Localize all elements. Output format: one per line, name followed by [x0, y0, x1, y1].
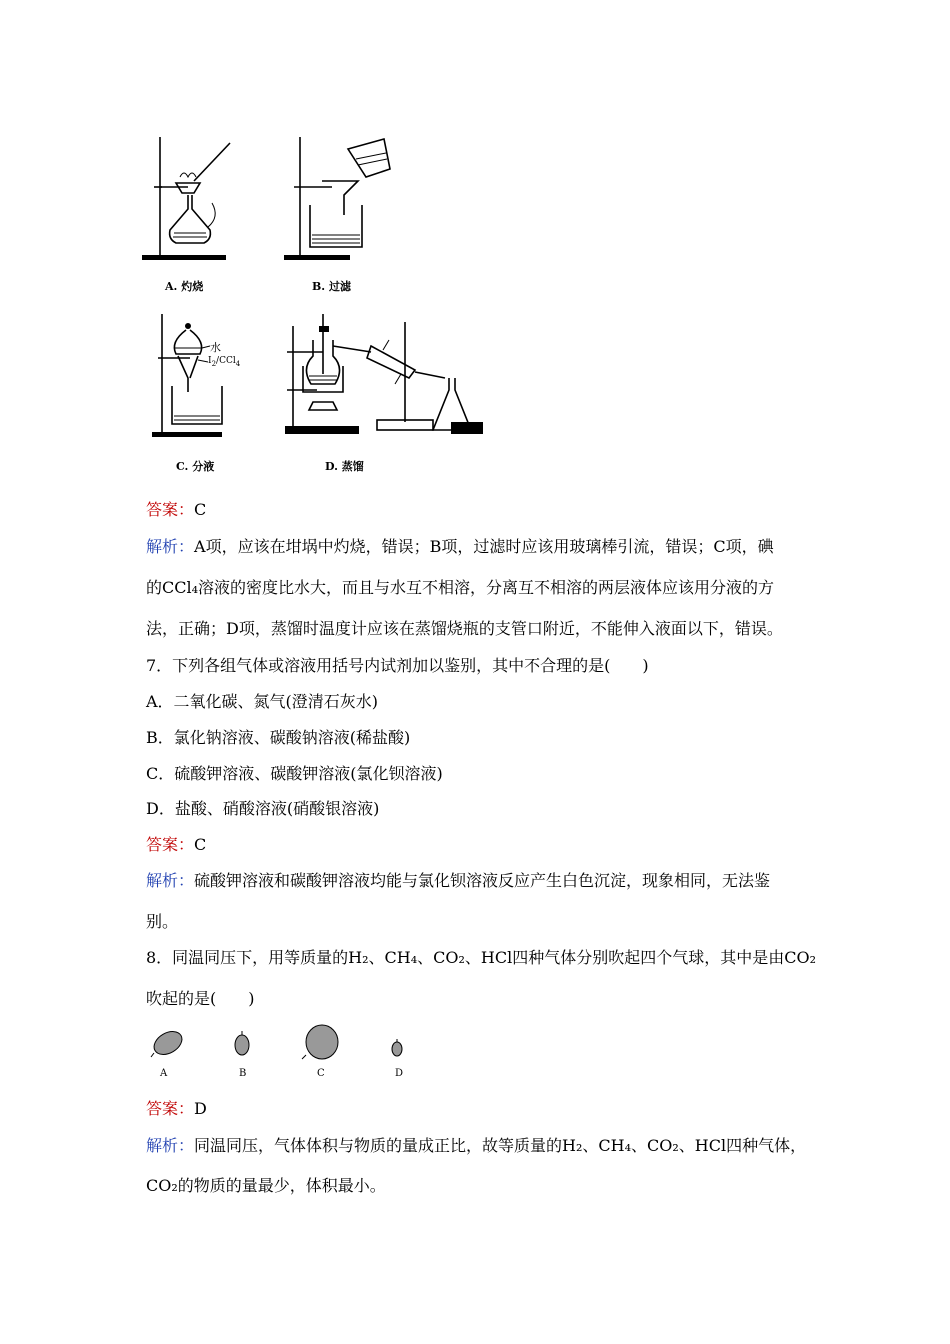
- q8-answer-line: [146, 1099, 207, 1119]
- balloon-c: [302, 1025, 338, 1059]
- label-i2: I: [208, 356, 212, 366]
- q8-stem-line-2: 吹起的是( ): [146, 989, 255, 1008]
- q7-analysis-line-2: 别。: [146, 912, 179, 931]
- q7-analysis-label: 解析：: [146, 871, 195, 890]
- q6-answer-label: 答案：: [146, 500, 195, 519]
- q7-stem: 7．下列各组气体或溶液用括号内试剂加以鉴别，其中不合理的是( ): [146, 656, 649, 675]
- q8-analysis-label: 解析：: [146, 1136, 195, 1155]
- apparatus-d-distillation: [283, 312, 493, 442]
- balloon-label-a: A: [160, 1068, 168, 1079]
- balloon-d: [392, 1039, 402, 1056]
- caption-c: C. 分液: [176, 460, 215, 473]
- caption-a: A. 灼烧: [165, 280, 204, 293]
- apparatus-c-separation: [150, 312, 240, 442]
- q6-answer: C: [194, 500, 207, 519]
- q7-answer: C: [194, 835, 207, 854]
- caption-b: B. 过滤: [312, 280, 351, 293]
- apparatus-a-ignition: [140, 135, 230, 265]
- q7-option-a: A．二氧化碳、氮气(澄清石灰水): [146, 692, 379, 711]
- label-water: 水: [210, 341, 221, 354]
- balloon-label-d: D: [395, 1068, 404, 1079]
- q8-analysis-line-1: [146, 1136, 806, 1156]
- balloon-b: [235, 1031, 249, 1055]
- q7-option-c: C．硫酸钾溶液、碳酸钾溶液(氯化钡溶液): [146, 764, 443, 783]
- apparatus-b-filtration: [282, 135, 392, 265]
- q7-analysis-text-1: 硫酸钾溶液和碳酸钾溶液均能与氯化钡溶液反应产生白色沉淀，现象相同，无法鉴: [194, 871, 771, 890]
- label-i2-ccl4: [208, 356, 240, 366]
- q7-analysis-line-1: [146, 871, 770, 891]
- balloon-label-b: B: [239, 1068, 247, 1079]
- q6-analysis-line-3: 法，正确；D项，蒸馏时温度计应该在蒸馏烧瓶的支管口附近，不能伸入液面以下，错误。: [146, 619, 783, 638]
- q8-analysis-line-2: CO₂的物质的量最少，体积最小。: [146, 1176, 386, 1195]
- q6-analysis-text-1: A项，应该在坩埚中灼烧，错误；B项，过滤时应该用玻璃棒引流，错误；C项，碘: [194, 537, 774, 556]
- label-ccl-sub: 4: [235, 360, 241, 368]
- caption-d: D. 蒸馏: [325, 460, 364, 473]
- q6-answer-line: [146, 500, 206, 520]
- q6-analysis-line-1: [146, 537, 774, 557]
- q6-analysis-line-2: 的CCl₄溶液的密度比水大，而且与水互不相溶，分离互不相溶的两层液体应该用分液的方: [146, 578, 775, 597]
- q6-analysis-label: 解析：: [146, 537, 195, 556]
- label-ccl: /CCl: [216, 356, 236, 366]
- label-i2-sub: 2: [211, 360, 217, 368]
- q7-option-d: D．盐酸、硝酸溶液(硝酸银溶液): [146, 799, 380, 818]
- q8-answer-label: 答案：: [146, 1099, 195, 1118]
- balloon-label-c: C: [317, 1068, 325, 1079]
- q8-analysis-text-1: 同温同压，气体体积与物质的量成正比，故等质量的H₂、CH₄、CO₂、HCl四种气体，: [194, 1136, 807, 1155]
- balloon-a: [150, 1027, 186, 1059]
- balloons-figure: [146, 1025, 426, 1085]
- q7-option-b: B．氯化钠溶液、碳酸钠溶液(稀盐酸): [146, 728, 411, 747]
- q8-stem-line-1: 8．同温同压下，用等质量的H₂、CH₄、CO₂、HCl四种气体分别吹起四个气球，其中是由CO₂: [146, 948, 817, 967]
- q7-answer-label: 答案：: [146, 835, 195, 854]
- q8-answer: D: [194, 1099, 207, 1118]
- q7-answer-line: [146, 835, 206, 855]
